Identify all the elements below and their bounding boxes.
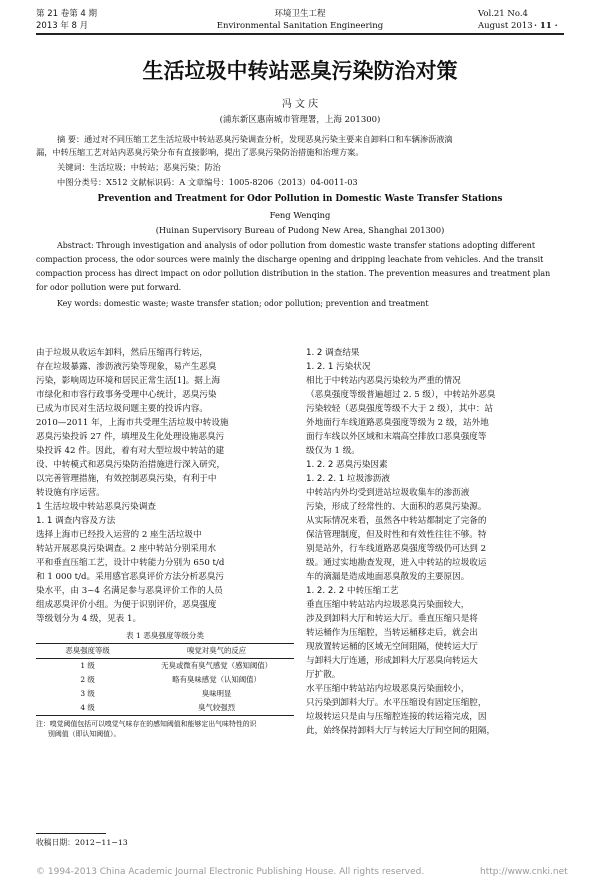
body-line: 保洁管理制度，但及时性和有效性往往不够。特 [306, 530, 487, 540]
body-line: 转设施有序运营。 [36, 488, 105, 498]
table-caption: 表 1 恶臭强度等级分类 [125, 631, 204, 640]
table-cell: 臭味明显 [201, 689, 232, 698]
table-row [36, 687, 294, 701]
body-line: 平和垂直压缩工艺，设计中转能力分别为 650 t/d [36, 558, 225, 568]
body-line: 2010—2011 年，上海市共受理生活垃圾中转设施 [36, 418, 229, 428]
footnote-rule [36, 833, 106, 834]
left-column [36, 346, 294, 739]
body-line: 转站开展恶臭污染调查。2 座中转站分别采用水 [36, 544, 217, 554]
body-line: 现放置转运桶的区域无空间阻隔，使转运大厅 [306, 642, 478, 652]
body-line: 染水平，由 3~4 名满足参与恶臭评价工作的人员 [36, 586, 223, 596]
body-line: 级仅为 1 级。 [306, 446, 360, 456]
body-line: 市绿化和市容行政事务受理中心统计，恶臭污染 [36, 390, 217, 400]
affiliation-en: (Huinan Supervisory Bureau of Pudong New Area, Shanghai 201300) [155, 225, 445, 235]
table-note-line: 别阈值（即认知阈值）。 [48, 730, 121, 738]
cnki-link[interactable]: http://www.cnki.net [480, 867, 568, 877]
section-heading: 1 生活垃圾中转站恶臭污染调查 [36, 502, 156, 512]
keywords-en: Key words: domestic waste; waste transfer station; odor pollution; prevention and treatment [57, 299, 429, 308]
odor-level-table [36, 643, 294, 716]
date-en: August 2013 [478, 21, 533, 31]
author-cn: 冯 文 庆 [281, 99, 319, 110]
author-en: Feng Wenqing [269, 210, 331, 220]
body-line: 车的滴漏是造成地面恶臭散发的主要原因。 [306, 572, 470, 582]
abstract-en-line: compaction process, the odor sources were mainly the discharge opening and dripping leachate from vehicles. And the transit [36, 255, 544, 264]
body-line: 由于垃圾从收运车卸料，然后压缩再行转运， [36, 348, 208, 358]
body-line: （恶臭强度等级普遍超过 2. 5 级），中转站外恶臭 [306, 390, 496, 400]
keywords-cn: 关键词：生活垃圾；中转站；恶臭污染；防治 [57, 162, 221, 172]
body-line: 面行车线以外区域和末端高空排放口恶臭强度等 [306, 432, 487, 442]
table-cell: 2 级 [80, 675, 95, 684]
table-header: 嗅觉对臭气的反应 [139, 644, 294, 659]
body-line: 设、中转模式和恶臭污染防治措施进行深入研究， [36, 460, 226, 470]
table-1 [36, 630, 294, 739]
body-line: 等级划分为 4 级，见表 1。 [36, 614, 142, 624]
header-rule [36, 33, 564, 35]
section-heading: 1. 1 调查内容及方法 [36, 516, 116, 526]
abstract-en-line: for odor pollution were put forward. [36, 283, 182, 292]
table-cell: 略有臭味感觉（认知阈值） [172, 675, 261, 684]
body-line: 相比于中转站内恶臭污染较为严重的情况 [306, 376, 461, 386]
volume-cn: 第 21 卷第 4 期 [36, 9, 98, 19]
body-line: 厅扩散。 [306, 670, 341, 680]
abstract-cn-line: 摘 要：通过对不同压缩工艺生活垃圾中转站恶臭污染调查分析，发现恶臭污染主要来自卸料口和车辆渗沥液滴 [57, 134, 453, 144]
table-row [36, 659, 294, 674]
body-line: 和 1 000 t/d。采用感官恶臭评价方法分析恶臭污 [36, 572, 225, 582]
abstract-cn-line: 漏，中转压缩工艺对站内恶臭污染分布有直接影响，提出了恶臭污染防治措施和治理方案。 [36, 147, 364, 157]
table-note-line: 注：嗅觉阈值包括可以嗅觉气味存在的感知阈值和能够定出气味特性的识 [36, 720, 257, 728]
section-heading: 1. 2. 2. 1 垃圾渗沥液 [306, 474, 390, 484]
body-line: 垃圾转运只是由与压缩腔连接的转运箱完成，因 [306, 712, 487, 722]
received-date: 收稿日期：2012−11−13 [36, 838, 128, 847]
body-line: 别是站外，行车线道路恶臭强度等级仍可达到 2 [306, 544, 487, 554]
section-heading: 1. 2. 1 污染状况 [306, 362, 371, 372]
body-line: 转运桶作为压缩腔，当转运桶移走后，就会出 [306, 628, 478, 638]
abstract-en-line: Abstract: Through investigation and analysis of odor pollution from domestic waste transfer stations adopting different [57, 241, 535, 250]
copyright-notice: © 1994-2013 China Academic Journal Electronic Publishing House. All rights reserved. [36, 867, 425, 877]
article-title-cn: 生活垃圾中转站恶臭污染防治对策 [142, 59, 458, 83]
body-line: 污染，影响周边环境和居民正常生活[1]。据上海 [36, 376, 221, 386]
body-line: 已成为市民对生活垃圾问题主要的投诉内容。 [36, 404, 208, 414]
body-line: 中转站内外均受到进站垃圾收集车的渗沥液 [306, 488, 470, 498]
table-cell: 3 级 [80, 689, 95, 698]
section-heading: 1. 2 调查结果 [306, 348, 360, 358]
body-line: 水平压缩中转站站内垃圾恶臭污染面较小， [306, 684, 470, 694]
table-row [36, 673, 294, 687]
body-line: 只污染到卸料大厅。水平压缩设有固定压缩腔， [306, 698, 487, 708]
body-line: 组成恶臭评价小组。为便于识别评价，恶臭强度 [36, 600, 217, 610]
table-cell: 1 级 [80, 661, 95, 670]
body-line: 污染较轻（恶臭强度等级不大于 2 级），其中：站 [306, 404, 494, 414]
journal-title-cn: 环境卫生工程 [274, 9, 326, 19]
article-title-en: Prevention and Treatment for Odor Pollution in Domestic Waste Transfer Stations [97, 194, 503, 204]
table-cell: 4 级 [36, 701, 139, 716]
volume-en: Vol.21 No.4 [478, 9, 528, 19]
date-cn: 2013 年 8 月 [36, 21, 89, 31]
body-line: 涉及到卸料大厅和转运大厅。垂直压缩只是将 [306, 614, 478, 624]
body-line: 恶臭污染投诉 27 件，填埋及生化处理设施恶臭污 [36, 432, 225, 442]
affiliation-cn: (浦东新区惠南城市管理署，上海 201300) [219, 115, 381, 125]
body-line: 染投诉 42 件。因此，着有对大型垃圾中转站的建 [36, 446, 225, 456]
section-heading: 1. 2. 2. 2 中转压缩工艺 [306, 586, 399, 596]
body-line: 与卸料大厅连通，形成卸料大厅恶臭向转运大 [306, 656, 478, 666]
right-column [306, 346, 564, 738]
body-line: 存在垃圾暴露、渗沥液污染等现象，易产生恶臭 [36, 362, 217, 372]
table-cell: 臭气较强烈 [139, 701, 294, 716]
table-cell: 无臭或微有臭气感觉（感知阈值） [161, 661, 273, 670]
body-line: 级。通过实地勘查发现，进入中转站的垃圾收运 [306, 558, 487, 568]
body-line: 以完善管理措施，有效控制恶臭污染，有利于中 [36, 474, 217, 484]
page-number: · 11 · [534, 21, 558, 31]
journal-title-en: Environmental Sanitation Engineering [216, 21, 384, 31]
body-line: 垂直压缩中转站站内垃圾恶臭污染面较大， [306, 600, 470, 610]
body-line: 外地面行车线道路恶臭强度等级为 2 级，站外地 [306, 418, 489, 428]
table-row [36, 701, 294, 716]
section-heading: 1. 2. 2 恶臭污染因素 [306, 460, 388, 470]
classification-cn: 中图分类号：X512 文献标识码：A 文章编号：1005-8206（2013）04-0011-03 [57, 177, 358, 187]
body-line: 此，始终保持卸料大厅与转运大厅间空间的阻隔， [306, 726, 496, 736]
body-line: 选择上海市已经投入运营的 2 座生活垃圾中 [36, 530, 202, 540]
abstract-en-line: compaction process has direct impact on odor pollution distribution in the station. The prevention measures and treatment plan [36, 269, 551, 278]
body-line: 从实际情况来看，虽然各中转站都制定了完备的 [306, 516, 487, 526]
table-header: 恶臭强度等级 [36, 644, 139, 659]
body-line: 污染，形成了经常性的、大面积的恶臭污染源。 [306, 502, 487, 512]
